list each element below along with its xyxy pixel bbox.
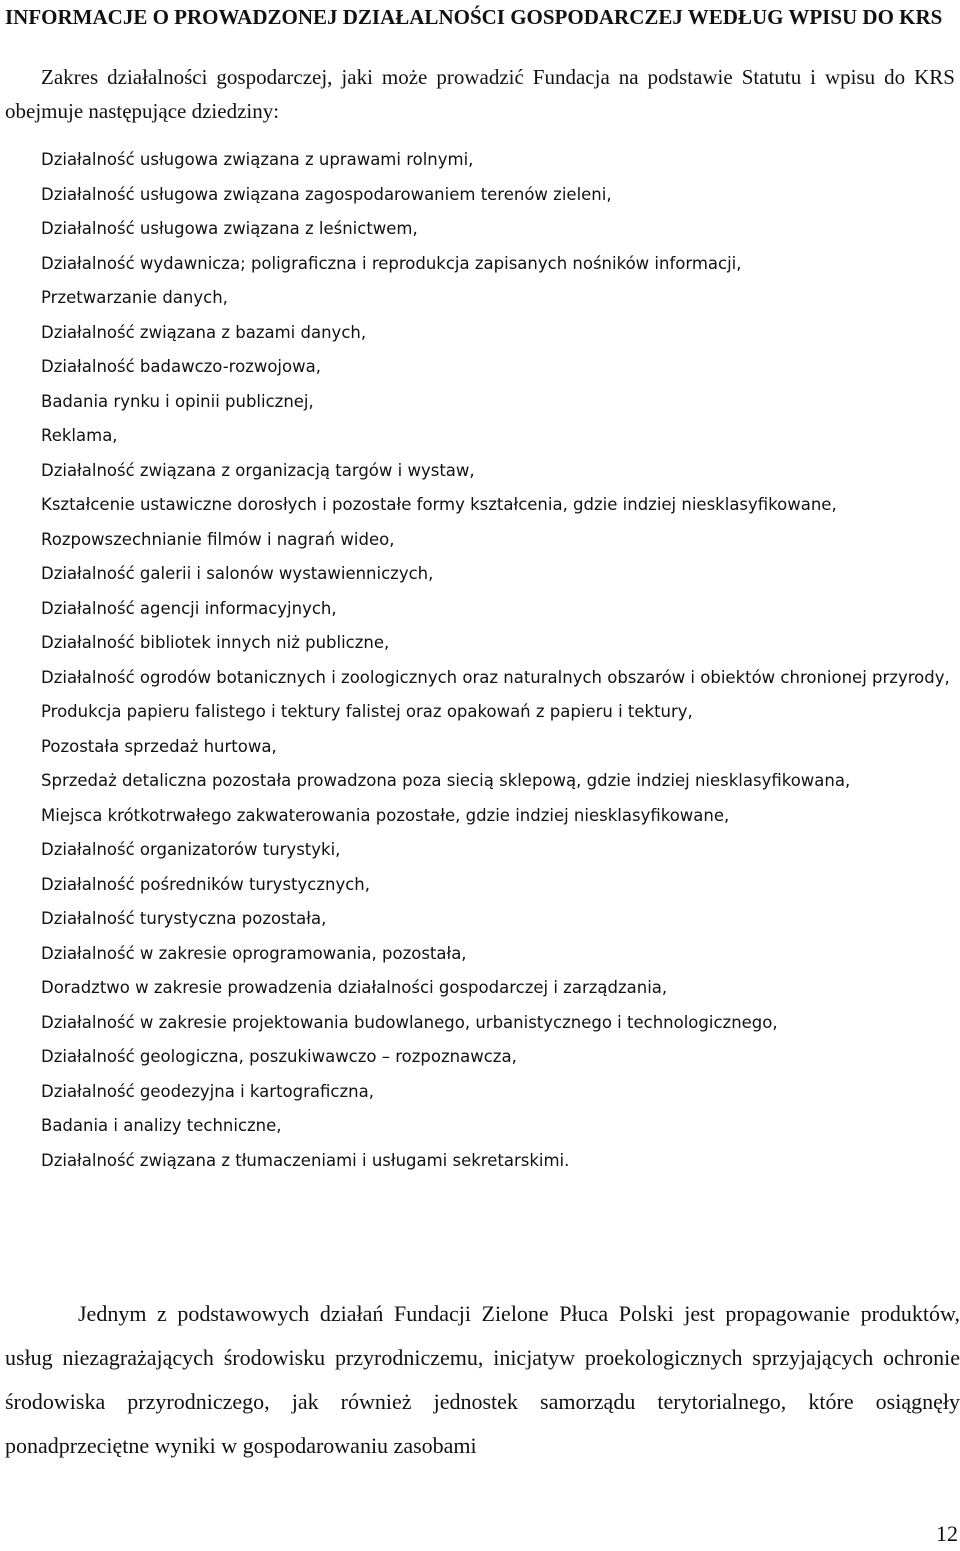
list-item: Działalność wydawnicza; poligraficzna i reprodukcja zapisanych nośników informacji, — [41, 253, 742, 273]
list-item: Działalność ogrodów botanicznych i zoologicznych oraz naturalnych obszarów i obiektów chronionej przyrody, — [41, 667, 950, 687]
list-item: Sprzedaż detaliczna pozostała prowadzona poza siecią sklepową, gdzie indziej niesklasyfikowana, — [41, 771, 851, 790]
list-item: Przetwarzanie danych, — [41, 288, 228, 307]
intro-paragraph: Zakres działalności gospodarczej, jaki może prowadzić Fundacja na podstawie Statutu i wpisu do KRS obejmuje następujące dziedziny: — [5, 65, 955, 123]
list-item: Działalność związana z bazami danych, — [41, 322, 367, 342]
closing-paragraph: Jednym z podstawowych działań Fundacji Zielone Płuca Polski jest propagowanie produktów, usług niezagrażających środowisku przyrodniczemu, inicjatyw proekologicznych sprzyjających ochronie środowiska przyrodniczego, jak również jednostek samorządu terytorialnego, które osiągnęły ponadprzeciętne wyniki w gospodarowaniu zasobami — [5, 1301, 960, 1458]
list-item: Działalność związana z organizacją targów i wystaw, — [41, 460, 475, 480]
page-number: 12 — [936, 1521, 958, 1546]
list-item: Działalność geodezyjna i kartograficzna, — [41, 1081, 374, 1101]
list-item: Działalność w zakresie projektowania budowlanego, urbanistycznego i technologicznego, — [41, 1012, 778, 1032]
list-item: Miejsca krótkotrwałego zakwaterowania pozostałe, gdzie indziej niesklasyfikowane, — [41, 805, 730, 825]
list-item: Badania rynku i opinii publicznej, — [41, 391, 314, 411]
list-item: Pozostała sprzedaż hurtowa, — [41, 736, 277, 756]
list-item: Reklama, — [41, 426, 118, 445]
list-item: Działalność organizatorów turystyki, — [41, 840, 341, 859]
list-item: Działalność w zakresie oprogramowania, pozostała, — [41, 943, 467, 963]
list-item: Badania i analizy techniczne, — [41, 1116, 282, 1135]
list-item: Działalność bibliotek innych niż publiczne, — [41, 633, 390, 652]
list-item: Działalność badawczo-rozwojowa, — [41, 357, 321, 376]
list-item: Działalność turystyczna pozostała, — [41, 909, 327, 928]
list-item: Kształcenie ustawiczne dorosłych i pozostałe formy kształcenia, gdzie indziej niesklasyfikowane, — [41, 495, 837, 514]
list-item: Działalność związana z tłumaczeniami i usługami sekretarskimi. — [41, 1150, 570, 1170]
list-item: Działalność usługowa związana zagospodarowaniem terenów zieleni, — [41, 184, 612, 204]
section-heading: INFORMACJE O PROWADZONEJ DZIAŁALNOŚCI GOSPODARCZEJ WEDŁUG WPISU DO KRS — [5, 5, 943, 29]
list-item: Produkcja papieru falistego i tektury falistej oraz opakowań z papieru i tektury, — [41, 702, 693, 721]
list-item: Doradztwo w zakresie prowadzenia działalności gospodarczej i zarządzania, — [41, 978, 668, 997]
list-item: Działalność usługowa związana z leśnictwem, — [41, 219, 418, 238]
list-item: Rozpowszechnianie filmów i nagrań wideo, — [41, 529, 395, 549]
list-item: Działalność pośredników turystycznych, — [41, 874, 371, 894]
activity-list — [41, 143, 956, 1178]
list-item: Działalność geologiczna, poszukiwawczo – rozpoznawcza, — [41, 1047, 517, 1066]
list-item: Działalność agencji informacyjnych, — [41, 598, 337, 618]
list-item: Działalność usługowa związana z uprawami rolnymi, — [41, 150, 474, 169]
list-item: Działalność galerii i salonów wystawienniczych, — [41, 564, 434, 583]
